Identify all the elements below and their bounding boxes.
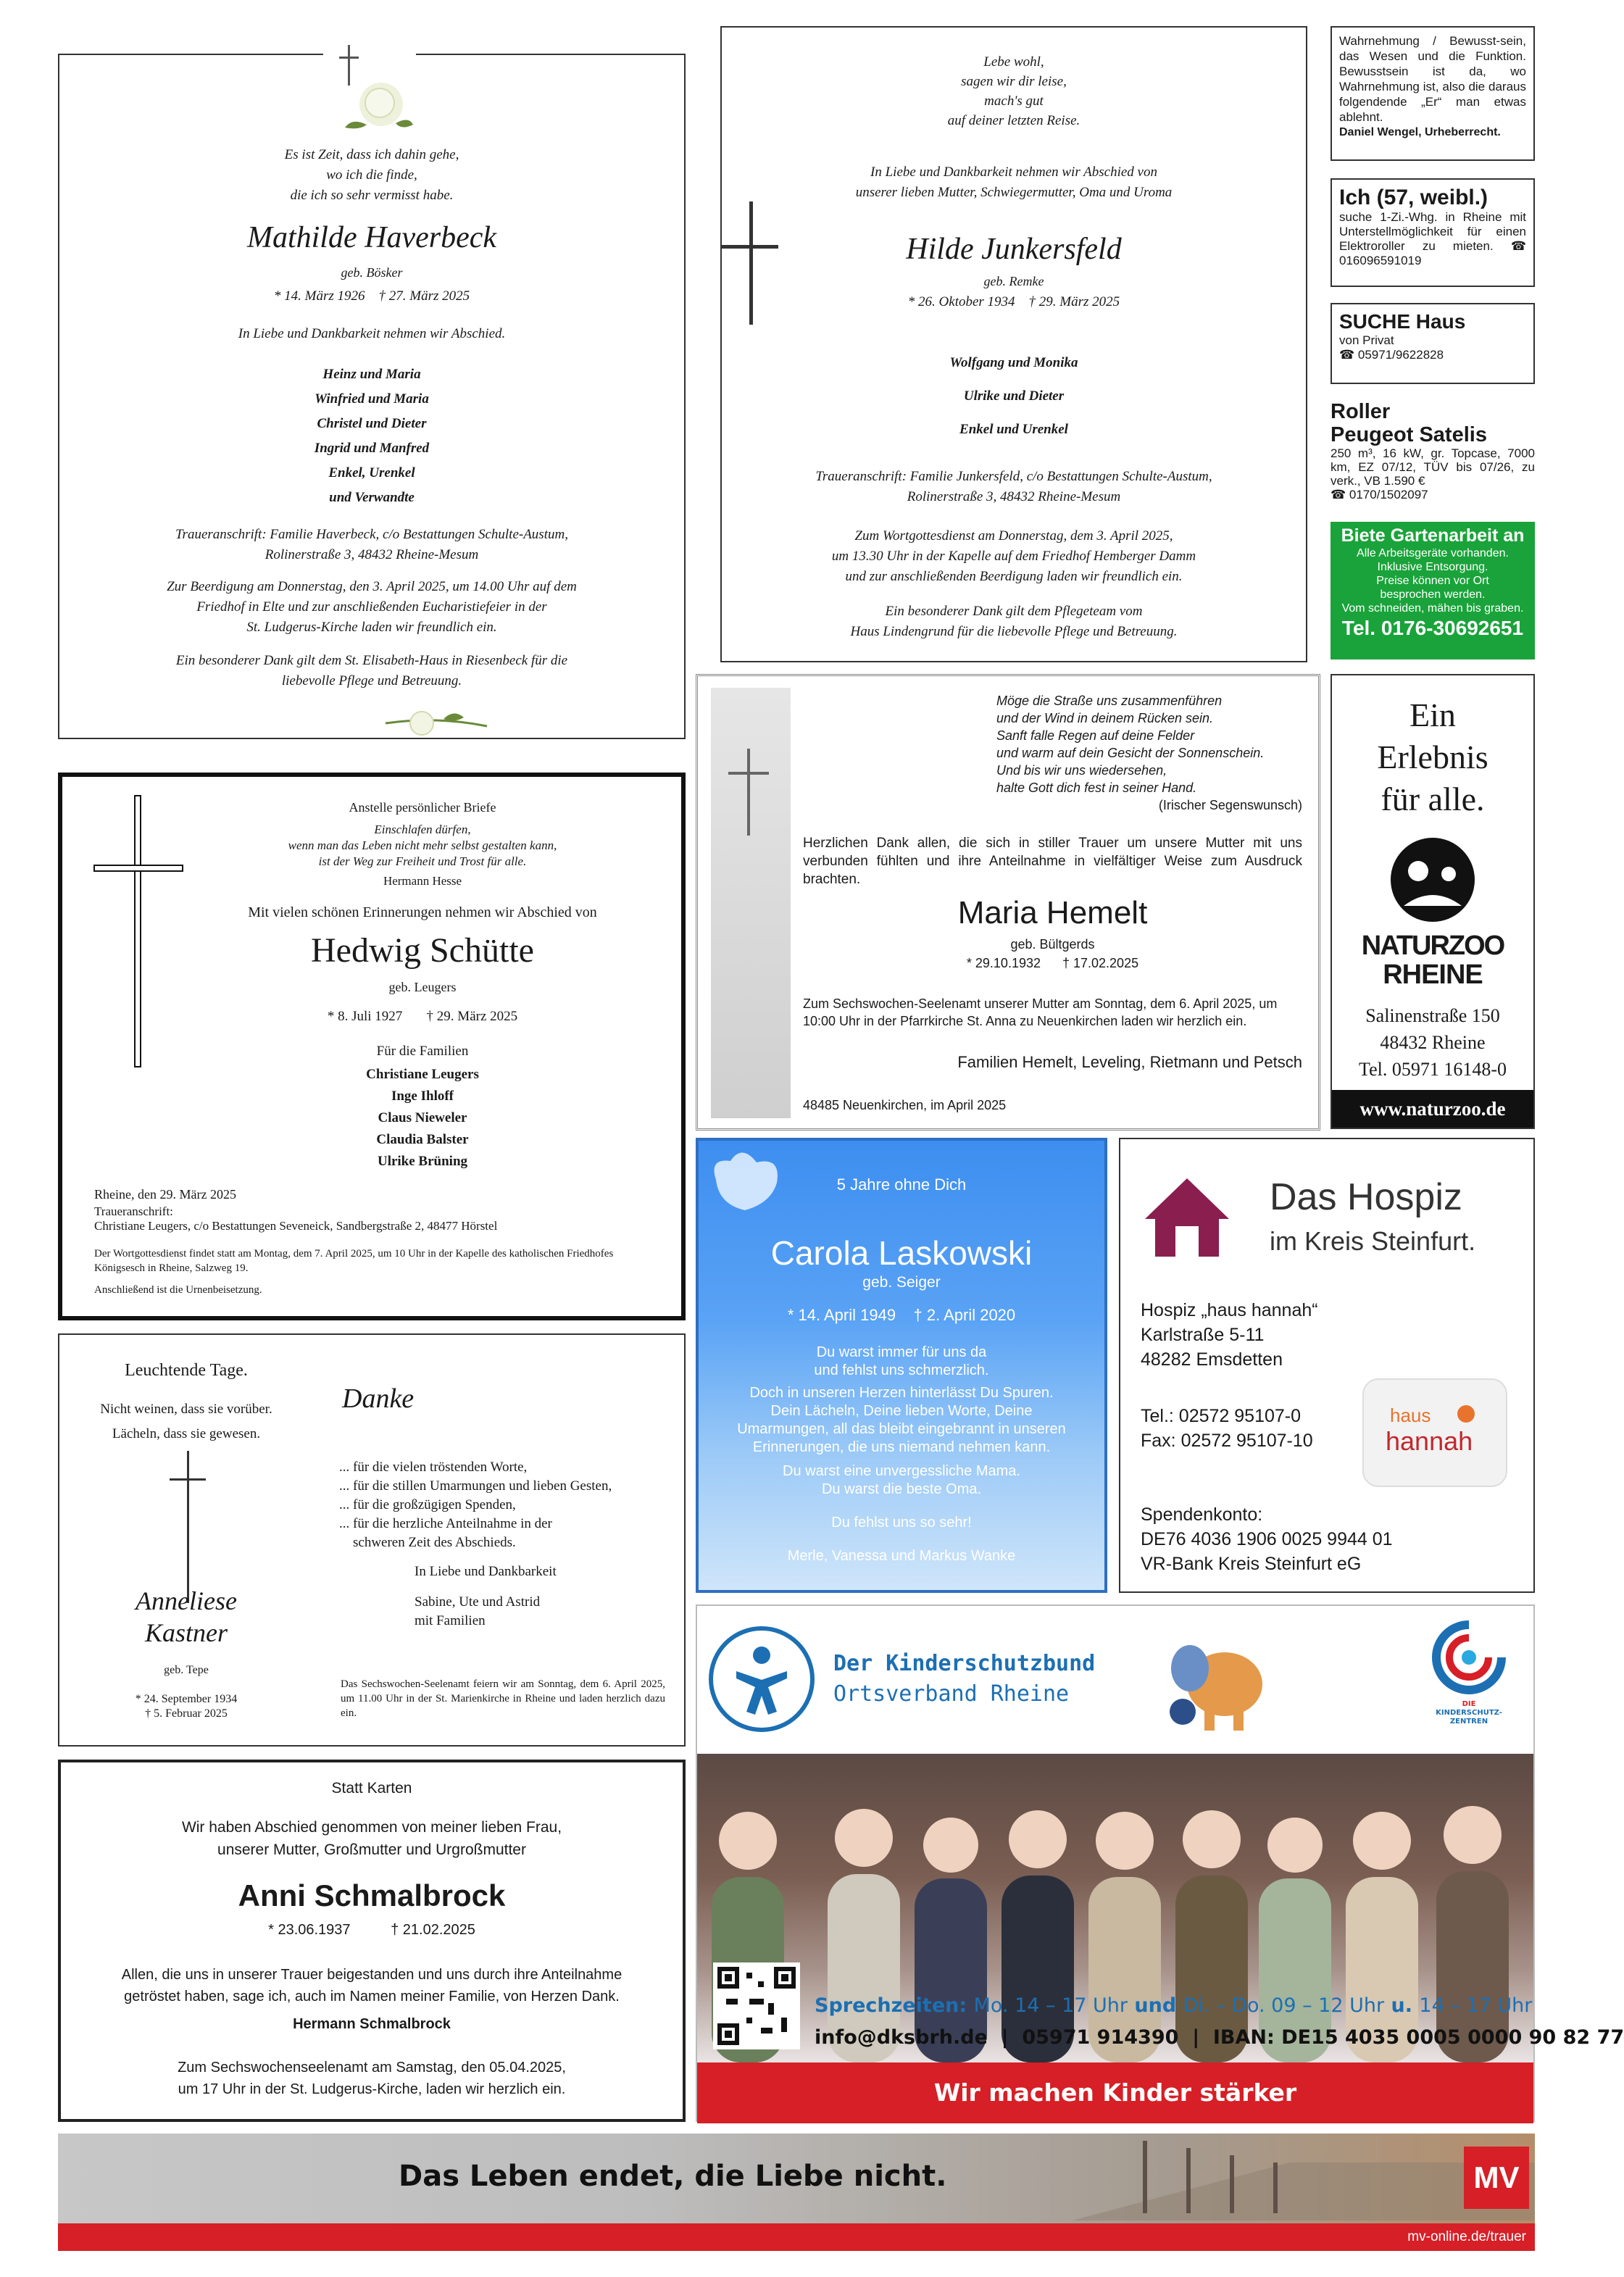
kinderschutzzentren-badge [1422,1618,1516,1741]
org-name: Der Kinderschutzbund [833,1651,1096,1676]
zoo-logo-city: RHEINE [1383,959,1483,990]
zoo-url[interactable]: www.naturzoo.de [1332,1090,1533,1128]
poem: Lebe wohl, sagen wir dir leise, mach's gut auf deiner letzten Reise. [947,54,1080,128]
deceased-name: Mathilde Haverbeck [246,221,497,254]
address-label: Traueranschrift: [94,1204,173,1218]
poem-author: Hermann Hesse [383,874,462,888]
haus-hannah-logo [1362,1378,1507,1487]
zoo-logo-text: NATURZOO [1361,931,1504,961]
deceased-last-name: Kastner [144,1618,228,1647]
house-logo-icon [1144,1174,1231,1261]
intro-text: Wir haben Abschied genommen von meiner lieben Frau, unserer Mutter, Großmutter und Urgroßmutter [181,1819,562,1858]
life-dates: * 14. März 1926 † 27. März 2025 [273,288,470,304]
thanks-text: Ein besonderer Dank gilt dem Pflegeteam vom Haus Lindengrund für die liebevolle Pflege und Betreuung. [850,604,1178,639]
kinderschutzbund-logo-icon [707,1625,816,1733]
banner-url-bar [58,2223,1535,2251]
thanks-text: Ein besonderer Dank gilt dem St. Elisabeth-Haus in Riesenbeck für die liebevolle Pflege und Betreuung. [175,653,568,688]
ad-naturzoo [1331,674,1535,1129]
born-name: geb. Leugers [388,980,457,994]
mourning-address: Christiane Leugers, c/o Bestattungen Seveneick, Sandbergstraße 2, 48477 Hörstel [94,1219,498,1233]
flower-icon [1454,1402,1478,1426]
obituary-haverbeck [58,54,686,739]
service-info: Der Wortgottesdienst findet statt am Montag, dem 7. April 2025, um 10 Uhr in der Kapelle des katholischen Friedhofes Königsesch in Rheine, Salzweg 19. [94,1248,614,1274]
kinderschutzzentren-logo-icon [1429,1618,1509,1697]
obituary-hemelt [696,674,1320,1131]
family-label: Für die Familien [376,1044,469,1059]
note-text: Wahrnehmung / Bewusst-sein, das Wesen und die Funktion. Bewusstsein ist da, wo Wahrnehmung ist, also die daraus folgendende „Er“ man etwas ablehnt. [1339,34,1526,124]
team-photo [697,1754,1624,2062]
ad-title: SUCHE Haus [1339,310,1466,333]
burial-info: Zur Beerdigung am Donnerstag, den 3. April 2025, um 14.00 Uhr auf dem Friedhof in Elte und zur anschließenden Eucharistiefeier in der St. Ludgerus-Kirche laden wir freundlich ein. [167,579,577,635]
banner-url[interactable]: mv-online.de/trauer [1407,2229,1526,2244]
hospiz-city: 48282 Emsdetten [1141,1349,1283,1370]
obituary-schuette [58,773,686,1320]
hospiz-fax: Fax: 02572 95107-10 [1141,1431,1313,1451]
ad-copyright-note [1331,26,1535,161]
hospiz-title: Das Hospiz [1270,1176,1462,1218]
mv-trauer-banner [58,2134,1535,2251]
thanks-text: Herzlichen Dank allen, die sich in stiller Trauer um unsere Mutter mit uns verbunden fühlten und ihre Anteilnahme in vielfältiger Weise zum Ausdruck brachten. [803,836,1302,887]
danke-heading: Danke [342,1383,415,1414]
text-block-4: Du fehlst uns so sehr! [831,1515,972,1531]
service-info: Zum Sechswochen-Seelenamt unserer Mutter am Sonntag, dem 6. April 2025, um 10:00 Uhr in der Pfarrkirche St. Anna zu Neuenkirchen laden wir herzlich ein. [803,996,1278,1028]
ad-phone: ☎ 05971/9622828 [1339,348,1444,362]
poem-source: (Irischer Segenswunsch) [1158,798,1302,812]
ad-text: 250 m³, 16 kW, gr. Topcase, 7000 km, EZ 07/12, TÜV bis 07/26, zu verk., VB 1.590 € [1331,446,1535,488]
hours-und: und [1134,1994,1177,2017]
ad-roller [1331,400,1535,509]
ad-title: Biete Gartenarbeit an [1341,525,1525,546]
hospiz-name: Hospiz „haus hannah“ [1141,1300,1318,1320]
ad-text: von Privat [1339,333,1394,347]
badge-text: DIE KINDERSCHUTZ- ZENTREN [1436,1700,1502,1726]
ad-kinderschutzbund [696,1604,1624,2122]
family-list: Heinz und Maria Winfried und Maria Christel und Dieter Ingrid und Manfred Enkel, Urenkel und Verwandte [314,367,430,505]
service-info: Zum Wortgottesdienst am Donnerstag, dem 3. April 2025, um 13.30 Uhr in der Kapelle auf dem Friedhof Hemberger Damm und zur anschließenden Beerdigung laden wir freundlich ein. [831,528,1196,584]
deceased-name: Hilde Junkersfeld [906,233,1122,266]
poem: Einschlafen dürfen, wenn man das Leben nicht mehr selbst gestalten kann, ist der Weg zur Freiheit und Trost für alle. [288,823,557,868]
ad-title: Ich (57, weibl.) [1339,186,1488,209]
deceased-name: Anni Schmalbrock [238,1878,506,1912]
poem-title: Leuchtende Tage. [125,1361,248,1380]
ad-house-wanted [1331,303,1535,384]
signer-name: Hermann Schmalbrock [293,2016,451,2032]
life-dates: * 14. April 1949 † 2. April 2020 [787,1306,1016,1324]
deceased-name: Maria Hemelt [957,895,1148,931]
obituary-kastner [58,1333,686,1747]
slogan-bar: Wir machen Kinder stärker [697,2062,1533,2123]
service-info: Zum Sechswochenseelenamt am Samstag, den 05.04.2025, um 17 Uhr in der St. Ludgerus-Kirche, laden wir herzlich ein. [178,2060,566,2097]
hospiz-tel[interactable]: Tel.: 02572 95107-0 [1141,1406,1302,1426]
note-author: Daniel Wengel, Urheberrecht. [1339,126,1501,138]
family-list: Sabine, Ute und Astrid mit Familien [415,1594,541,1628]
text-block-1: Du warst immer für uns da und fehlst uns schmerzlich. [814,1344,989,1378]
family-names: Familien Hemelt, Leveling, Rietmann und Petsch [957,1053,1302,1071]
ad-subtitle: Peugeot Satelis [1331,423,1487,446]
family-names: Merle, Vanessa und Markus Wanke [787,1548,1016,1564]
hours-di-do: Di. – Do. 09 – 12 Uhr [1183,1994,1385,2017]
pre-text: Statt Karten [331,1780,412,1797]
hours-label: Sprechzeiten: [815,1994,967,2017]
org-branch: Ortsverband Rheine [833,1681,1070,1707]
hours-line [815,1994,1532,2017]
zoo-logo-icon [1375,833,1491,928]
poem: Möge die Straße uns zusammenführen und der Wind in deinem Rücken sein. Sanft falle Regen auf deine Felder und warm auf dein Gesicht der Sonnenschein. Und bis wir uns wiedersehen, halte Gott dich fest in seiner Hand. [996,694,1265,795]
donation-bank: VR-Bank Kreis Steinfurt eG [1141,1554,1362,1574]
born-date: * 24. September 1934 [135,1693,238,1705]
place-date: 48485 Neuenkirchen, im April 2025 [803,1098,1007,1112]
qr-code-icon [717,1967,796,2045]
born-name: geb. Bösker [341,265,403,280]
ad-hospiz [1119,1138,1535,1593]
ad-flat-wanted [1331,178,1535,287]
mv-logo: MV [1464,2147,1529,2209]
poem: Es ist Zeit, dass ich dahin gehe, wo ich die finde, die ich so sehr vermisst habe. [284,147,459,203]
ad-text: suche 1-Zi.-Whg. in Rheine mit Unterstellmöglichkeit für einen Elektroroller zu mieten. ☎ 016096591019 [1339,210,1526,267]
poem: Nicht weinen, dass sie vorüber. Lächeln, dass sie gewesen. [100,1402,272,1441]
hours-mo: Mo. 14 – 17 Uhr [973,1994,1128,2017]
thanks-text: Allen, die uns in unserer Trauer beigestanden und uns durch ihre Anteilnahme getröstet haben, sage ich, auch im Namen meiner Familie, von Herzen Dank. [121,1967,622,2005]
cross-icon [719,201,777,332]
ad-phone: ☎ 0170/1502097 [1331,488,1428,501]
deceased-name: Carola Laskowski [770,1234,1033,1272]
obituary-junkersfeld [720,26,1307,662]
logo-word-haus: haus [1390,1404,1431,1426]
born-name: geb. Remke [983,274,1044,288]
zoo-address: Salinenstraße 150 48432 Rheine Tel. 05971 16148-0 [1359,1005,1507,1080]
born-name: geb. Tepe [164,1664,209,1676]
ad-title: Roller [1331,400,1391,423]
ad-garden-work [1331,522,1535,659]
elephant-illustration-icon [1161,1618,1270,1741]
family-list: Wolfgang und Monika Ulrike und Dieter Enkel und Urenkel [949,355,1078,437]
ad-text: Alle Arbeitsgeräte vorhanden. Inklusive Entsorgung. Preise können vor Ort besprochen werden. Vom schneiden, mähen bis graben. [1341,547,1524,615]
hours-afternoon: 14 – 17 Uhr [1419,1994,1533,2017]
donation-iban: DE76 4036 1906 0025 9944 01 [1141,1529,1393,1549]
danke-list: ... für die vielen tröstenden Worte, ... für die stillen Umarmungen und lieben Gesten, ... für die großzügigen Spenden, ... für die herzliche Anteilnahme in der schweren Zeit des Abschieds. [339,1460,612,1550]
life-dates: * 26. Oktober 1934 † 29. März 2025 [907,294,1120,309]
rose-icon [323,38,416,133]
ad-phone: Tel. 0176-30692651 [1341,617,1524,639]
obituary-schmalbrock [58,1760,686,2122]
family-list: Christiane Leugers Inge Ihloff Claus Nieweler Claudia Balster Ulrike Brüning [366,1067,479,1169]
mourning-address: Traueranschrift: Familie Haverbeck, c/o Bestattungen Schulte-Austum, Rolinerstraße 3, 48432 Rheine-Mesum [175,527,568,562]
born-name: geb. Bültgerds [1010,937,1095,952]
farewell-text: In Liebe und Dankbarkeit nehmen wir Abschied. [238,326,506,341]
hospiz-street: Karlstraße 5-11 [1141,1325,1265,1345]
deceased-name: Hedwig Schütte [311,931,534,970]
life-dates: * 8. Juli 1927 † 29. März 2025 [327,1009,518,1024]
death-date: † 5. Februar 2025 [145,1707,228,1720]
life-dates: * 29.10.1932 † 17.02.2025 [966,956,1139,970]
logo-word-hannah: hannah [1386,1426,1473,1456]
text-block-2: Doch in unseren Herzen hinterlässt Du Spuren. Dein Lächeln, Deine lieben Worte, Deine Umarmungen, all das bleibt eingebrannt in unseren Erinnerungen, die uns niemand nehmen kann. [737,1385,1066,1455]
qr-code[interactable] [713,1962,800,2049]
header-band [697,1606,1533,1754]
deceased-first-name: Anneliese [136,1586,237,1615]
zoo-slogan: Ein Erlebnis für alle. [1377,696,1488,817]
cross-icon [725,749,776,843]
text-block-3: Du warst eine unvergessliche Mama. Du warst die beste Oma. [783,1463,1020,1497]
love-text: In Liebe und Dankbarkeit [415,1564,557,1579]
hospiz-subtitle: im Kreis Steinfurt. [1270,1226,1476,1256]
place-date: Rheine, den 29. März 2025 [94,1187,236,1202]
rose-branch-icon [378,702,494,745]
service-info: Das Sechswochen-Seelenamt feiern wir am Sonntag, dem 6. April 2025, um 11.00 Uhr in der St. Marienkirche in Rheine und laden herzlich dazu ein. [341,1678,665,1719]
intro-text: Mit vielen schönen Erinnerungen nehmen wir Abschied von [248,904,597,920]
donation-label: Spendenkonto: [1141,1504,1263,1525]
pre-text: Anstelle persönlicher Briefe [349,800,496,815]
burial-info: Anschließend ist die Urnenbeisetzung. [94,1284,262,1296]
contact-line[interactable]: info@dksbrh.de | 05971 914390 | IBAN: DE15 4035 0005 0000 90 82 77 [815,2026,1624,2049]
intro-text: In Liebe und Dankbarkeit nehmen wir Abschied von unserer lieben Mutter, Schwiegermutter, Oma und Uroma [855,165,1173,200]
life-dates: * 23.06.1937 † 21.02.2025 [268,1922,475,1938]
obituary-laskowski [696,1138,1107,1593]
born-name: geb. Seiger [862,1274,941,1291]
hours-u: u. [1391,1994,1412,2017]
cross-rose-image [323,38,416,133]
banner-slogan: Das Leben endet, die Liebe nicht. [399,2160,947,2193]
photo-strip [711,688,791,1118]
years-text: 5 Jahre ohne Dich [836,1175,967,1194]
mourning-address: Traueranschrift: Familie Junkersfeld, c/o Bestattungen Schulte-Austum, Rolinerstraße 3, 48432 Rheine-Mesum [815,469,1212,504]
